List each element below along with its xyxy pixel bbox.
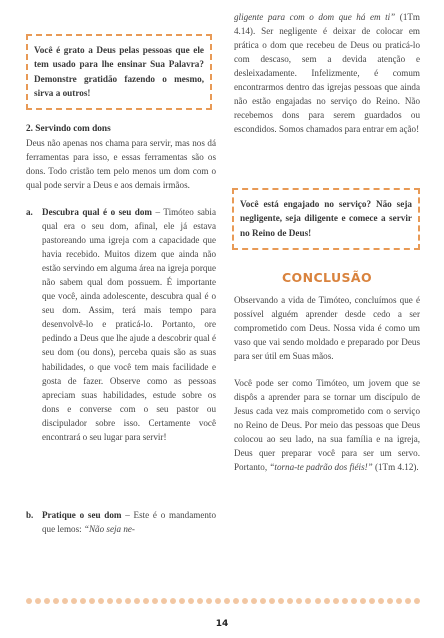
conclusion-paragraph-1: Observando a vida de Timóteo, concluímos que é possível alguém aprender desde cedo a ser comprometido com Deus. Nossa vida é como um vaso que vai sendo moldado e preparado por Deus para ser útil em Suas mãos. <box>234 295 420 362</box>
section-heading-serving-with-gifts: 2. Servindo com dons <box>26 124 111 134</box>
gratitude-callout-text: Você é grato a Deus pelas pessoas que ele tem usado para lhe ensinar Sua Palavra? Demonstre gratidão fazendo o mesmo, sirva a outros! <box>34 45 204 99</box>
gratitude-callout <box>26 34 212 110</box>
conclusion-paragraph-2-text: Você pode ser como Timóteo, um jovem que se dispôs a aprender para se tornar um discípulo de Jesus cada vez mais comprometido com o serviço no Reino de Deus. Por meio das pessoas que Deus colocou ao seu lado, na sua família e na igreja, Deus quer preparar você para ser um servo. Portanto, <box>234 378 420 473</box>
conclusion-title: CONCLUSÃO <box>281 270 372 285</box>
list-item-a-text: – Timóteo sabia qual era o seu dom, afinal, ele já estava pastoreando uma igreja com a capacidade que havia recebido. Muitos dizem que ainda não estão servindo em alguma área na igreja porque não sabem qual dom possuem. É importante que você, ainda adolescente, descubra qual é o seu dom. Assim, terá mais tempo para desenvolvê-lo e praticá-lo. Portanto, ore pedindo a Deus que lhe ajude a descobrir qual é seu dom (ou dons), perceba quais são as suas habilidades, o que você tem mais facilidade e gosta de fazer. Observe como as pessoas apreciam suas habilidades, estude sobre os dons e converse com o seu pastor ou discipulador sobre isso. Certamente você encontrará o seu lugar para servir! <box>42 207 217 442</box>
list-item-discover-gift <box>26 205 216 444</box>
conclusion-paragraph-2-ref: (1Tm 4.12). <box>372 462 419 473</box>
section-paragraph: Deus não apenas nos chama para servir, mas nos dá ferramentas para isso, e essas ferramentas são os dons. Todo cristão tem pelo menos um dom com o qual pode servir a Deus e aos demais irmãos. <box>26 138 216 191</box>
page-number: 14 <box>215 619 229 629</box>
decorative-dot-divider <box>26 597 420 605</box>
continuation-text: (1Tm 4.14). Ser negligente é deixar de colocar em prática o dom que recebeu de Deus ou praticá-lo com descaso, sem a devida atenção e desleixadamente. Infelizmente, é comum encontrarmos dentro das igrejas pessoas que ainda não estão engajadas no serviço do Reino. Não recebemos dons para serem guardados ou escondidos. Somos chamados para entrar em ação! <box>234 12 420 135</box>
engagement-callout <box>232 188 420 250</box>
conclusion-paragraph-2 <box>234 376 420 474</box>
continuation-paragraph <box>234 10 420 136</box>
list-item-practice-gift <box>26 508 216 536</box>
conclusion-paragraph-2-quote: “torna-te padrão dos fiéis!” <box>269 462 373 473</box>
list-marker-b: b. <box>26 510 34 520</box>
engagement-callout-text: Você está engajado no serviço? Não seja negligente, seja diligente e comece a servir no Reino de Deus! <box>240 199 412 238</box>
list-item-b-text: – Este é o mandamento que lemos: <box>42 510 216 535</box>
continuation-quote: gligente para com o dom que há em ti” <box>234 12 396 22</box>
list-item-b-quote: “Não seja ne- <box>83 524 135 535</box>
list-item-a-lead: Descubra qual é o seu dom <box>42 207 152 217</box>
list-item-b-lead: Pratique o seu dom <box>42 510 122 520</box>
list-marker-a: a. <box>26 207 33 217</box>
